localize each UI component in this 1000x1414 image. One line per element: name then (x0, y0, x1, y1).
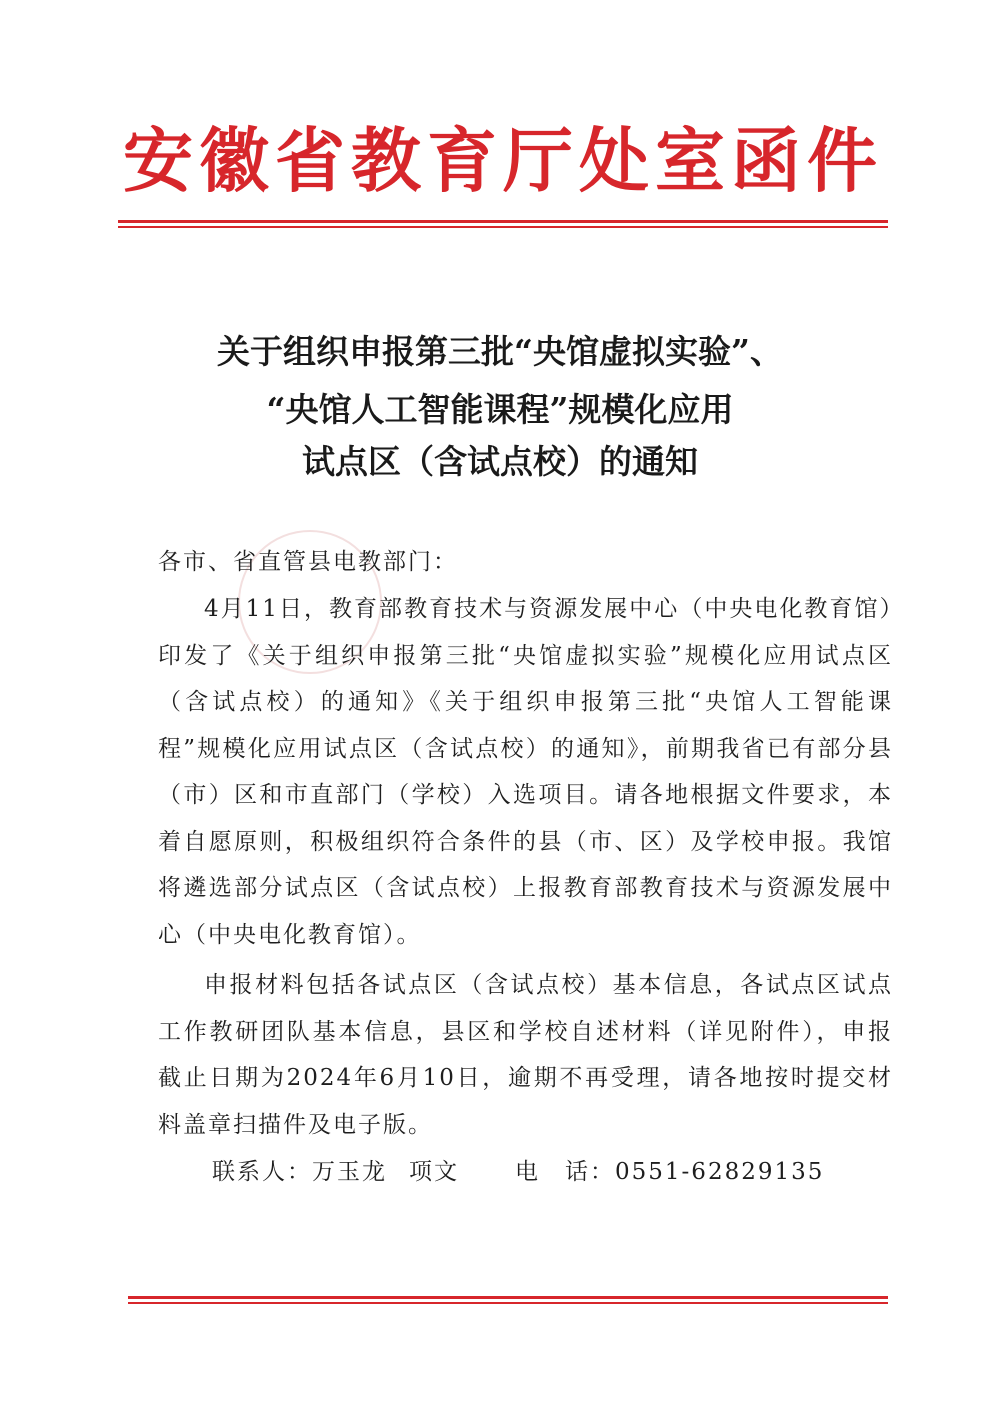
contact-line (212, 1156, 824, 1188)
body-paragraph-2: 申报材料包括各试点区（含试点校）基本信息，各试点区试点工作教研团队基本信息，县区和学校自述材料（详见附件），申报截止日期为2024年6月10日，逾期不再受理，请各地按时提交材料盖章扫描件及电子版。 (158, 972, 893, 1138)
notice-title-line-2: “央馆人工智能课程”规模化应用 (266, 390, 734, 429)
contact-label: 联系人： (212, 1159, 312, 1185)
contact-person-2: 项文 (409, 1159, 459, 1185)
contact-phone-number: 0551-62829135 (615, 1159, 825, 1185)
notice-title-line-3: 试点区（含试点校）的通知 (302, 442, 698, 481)
footer-red-rule (128, 1296, 888, 1299)
letterhead-title: 安徽省教育厅处室函件 (123, 119, 883, 202)
contact-person-1: 万玉龙 (312, 1159, 387, 1185)
letterhead-red-rule-top (118, 220, 888, 223)
body-paragraph-1: 4月11日，教育部教育技术与资源发展中心（中央电化教育馆）印发了《关于组织申报第三批“央馆虚拟实验”规模化应用试点区（含试点校）的通知》《关于组织申报第三批“央馆人工智能课程”规模化应用试点区（含试点校）的通知》，前期我省已有部分县（市）区和市直部门（学校）入选项目。请各地根据文件要求，本着自愿原则，积极组织符合条件的县（市、区）及学校申报。我馆将遴选部分试点区（含试点校）上报教育部教育技术与资源发展中心（中央电化教育馆）。 (158, 596, 893, 948)
contact-phone-label: 电 话： (515, 1159, 615, 1185)
notice-title-line-1: 关于组织申报第三批“央馆虚拟实验”、 (217, 332, 783, 371)
letterhead-red-rule-top-thin (118, 226, 888, 228)
salutation: 各市、省直管县电教部门： (158, 549, 458, 575)
footer-red-rule-thin (128, 1302, 888, 1304)
